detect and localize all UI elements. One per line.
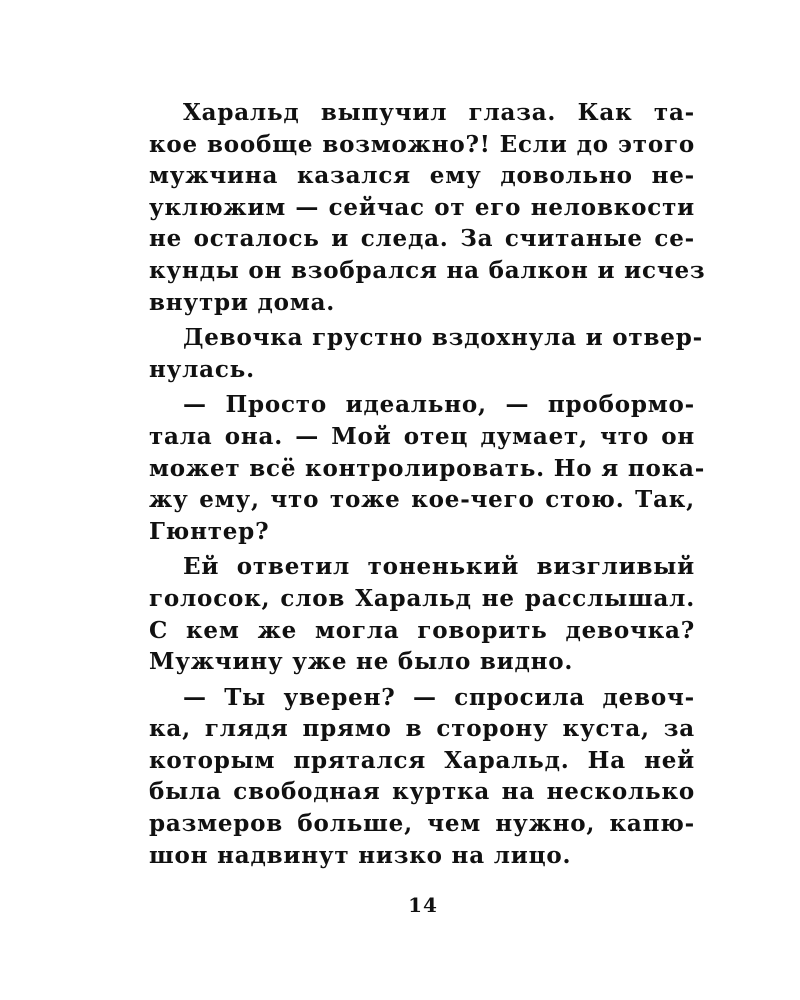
text-line: Ей ответил тоненький визгливый bbox=[183, 553, 695, 581]
text-line: — Ты уверен? — спросила девоч- bbox=[183, 683, 695, 711]
paragraph bbox=[149, 682, 695, 872]
text-line: нулась. bbox=[149, 355, 255, 383]
text-line: Мужчину уже не было видно. bbox=[149, 648, 574, 676]
paragraph bbox=[149, 389, 706, 547]
text-line: ка, глядя прямо в сторону куста, за bbox=[149, 715, 695, 743]
text-line: С кем же могла говорить девочка? bbox=[149, 616, 695, 644]
text-line: уклюжим — сейчас от его неловкости bbox=[149, 193, 695, 221]
text-line: Гюнтер? bbox=[149, 517, 270, 545]
text-line: Девочка грустно вздохнула и отвер- bbox=[183, 324, 703, 352]
text-line: — Просто идеально, — пробормо- bbox=[183, 391, 695, 419]
text-line: была свободная куртка на несколько bbox=[149, 778, 695, 806]
text-line: может всё контролировать. Но я пока- bbox=[149, 454, 706, 482]
text-line: мужчина казался ему довольно не- bbox=[149, 162, 695, 190]
text-line: внутри дома. bbox=[149, 288, 336, 316]
book-page-text bbox=[149, 97, 706, 875]
text-line: размеров больше, чем нужно, капю- bbox=[149, 810, 695, 838]
paragraph bbox=[149, 97, 706, 318]
text-line: голосок, слов Харальд не расслышал. bbox=[149, 584, 695, 612]
text-line: Харальд выпучил глаза. Как та- bbox=[183, 99, 695, 126]
page-number: 14 bbox=[408, 893, 438, 917]
text-line: кунды он взобрался на балкон и исчез bbox=[149, 256, 706, 284]
text-line: не осталось и следа. За считаные се- bbox=[149, 225, 695, 253]
paragraph bbox=[149, 322, 703, 385]
paragraph bbox=[149, 551, 695, 677]
text-line: которым прятался Харальд. На ней bbox=[149, 746, 695, 774]
text-line: жу ему, что тоже кое-чего стою. Так, bbox=[149, 486, 695, 514]
text-line: кое вообще возможно?! Если до этого bbox=[149, 130, 695, 158]
text-line: тала она. — Мой отец думает, что он bbox=[149, 422, 695, 450]
text-line: шон надвинут низко на лицо. bbox=[149, 841, 572, 869]
